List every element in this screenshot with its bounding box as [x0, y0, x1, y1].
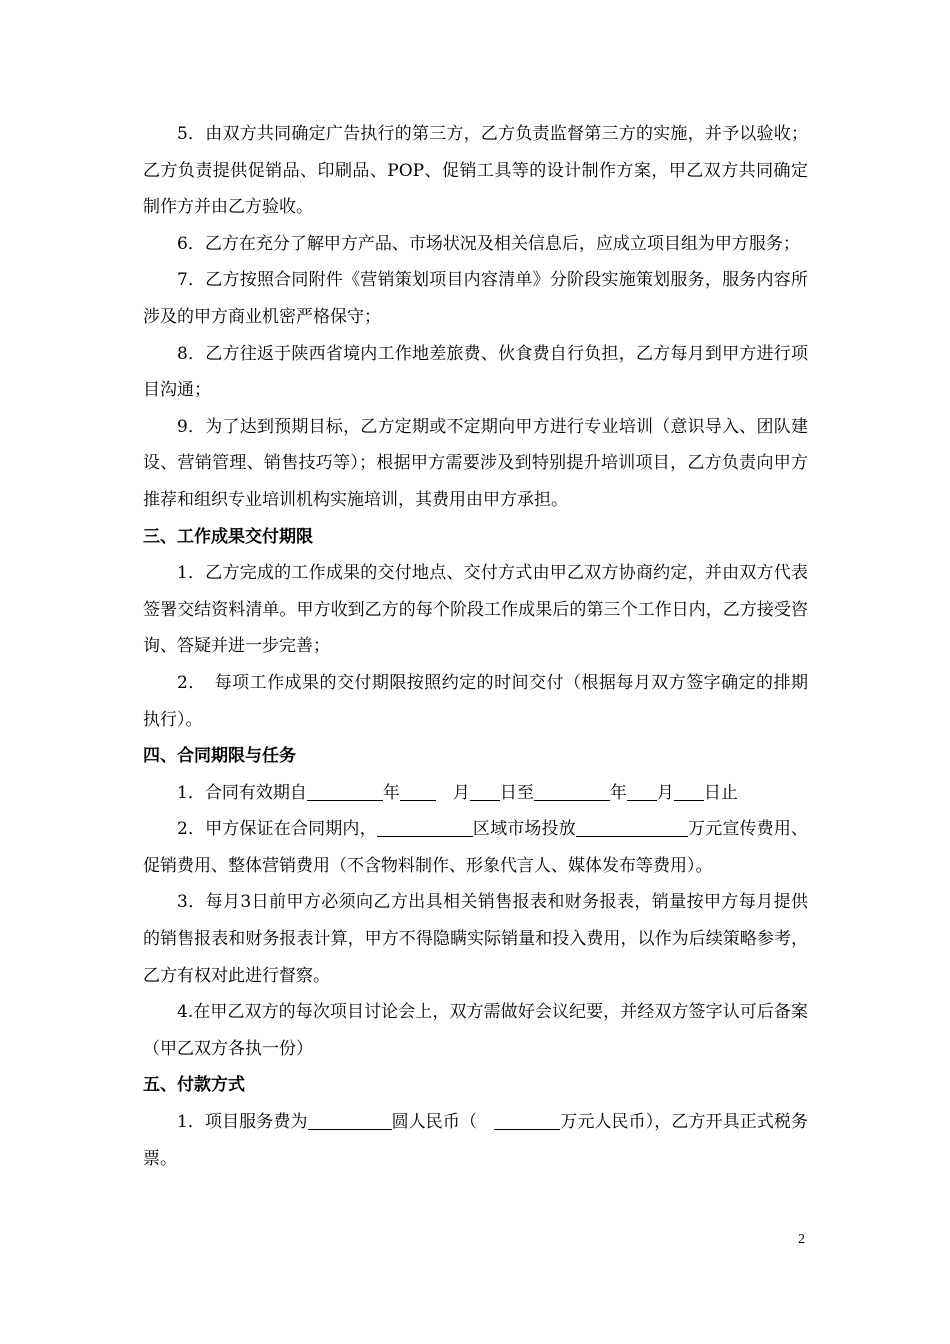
paragraph: 9．为了达到预期目标，乙方定期或不定期向甲方进行专业培训（意识导入、团队建设、营销管理、销售技巧等）；根据甲方需要涉及到特别提升培训项目，乙方负责向甲方推荐和组织专业培训机构实施培训，其费用由甲方承担。 — [143, 416, 808, 510]
paragraph-text: 区域市场投放 — [472, 819, 576, 840]
paragraph: 2． 每项工作成果的交付期限按照约定的时间交付（根据每月双方签字确定的排期执行）。 — [143, 672, 808, 730]
fill-in-blank — [534, 780, 610, 801]
paragraph: 7．乙方按照合同附件《营销策划项目内容清单》分阶段实施策划服务，服务内容所涉及的甲方商业机密严格保守； — [143, 270, 808, 327]
paragraph: 6．乙方在充分了解甲方产品、市场状况及相关信息后，应成立项目组为甲方服务； — [177, 233, 800, 254]
paragraph-text: 年 — [609, 782, 627, 803]
paragraph-text: 1．项目服务费为 — [177, 1112, 308, 1133]
paragraph: 8．乙方往返于陕西省境内工作地差旅费、伙食费自行负担，乙方每月到甲方进行项目沟通； — [143, 343, 808, 401]
paragraph-text: 日至 — [499, 782, 534, 803]
paragraph: 3．每月3日前甲方必须向乙方出具相关销售报表和财务报表，销量按甲方每月提供的销售报表和财务报表计算，甲方不得隐瞒实际销量和投入费用，以作为后续策略参考，乙方有权对此进行督察。 — [143, 892, 808, 986]
paragraph-text: 1．合同有效期自 — [177, 782, 307, 803]
paragraph-text: 圆人民币（ — [391, 1112, 495, 1133]
paragraph-text: 月 — [435, 782, 470, 803]
fill-in-blank — [576, 816, 688, 837]
paragraph-text: 2．甲方保证在合同期内， — [177, 819, 377, 840]
paragraph: 4.在甲乙双方的每次项目讨论会上，双方需做好会议纪要，并经双方签字认可后备案（甲乙双方各执一份） — [143, 1002, 808, 1059]
paragraph-text: 万元人民币），乙方开具正式税务票。 — [143, 1112, 808, 1169]
document-body — [143, 116, 808, 1177]
fill-in-blank — [470, 780, 500, 801]
paragraph-text: 日止 — [703, 782, 738, 803]
page-number: 2 — [798, 1232, 805, 1247]
fill-in-paragraph — [143, 775, 808, 812]
fill-in-blank — [674, 780, 704, 801]
section-heading: 四、合同期限与任务 — [143, 746, 296, 767]
fill-in-blank — [307, 780, 383, 801]
section-heading: 五、付款方式 — [143, 1075, 245, 1096]
section-heading: 三、工作成果交付期限 — [143, 526, 313, 547]
fill-in-paragraph — [143, 1104, 808, 1177]
paragraph-text: 年 — [382, 782, 400, 803]
paragraph-text: 月 — [656, 782, 674, 803]
fill-in-blank — [308, 1109, 392, 1130]
paragraph: 5．由双方共同确定广告执行的第三方，乙方负责监督第三方的实施，并予以验收；乙方负责提供促销品、印刷品、POP、促销工具等的设计制作方案，甲乙双方共同确定制作方并由乙方验收。 — [143, 124, 808, 218]
paragraph: 1．乙方完成的工作成果的交付地点、交付方式由甲乙双方协商约定，并由双方代表签署交结资料清单。甲方收到乙方的每个阶段工作成果后的第三个工作日内，乙方接受咨询、答疑并进一步完善； — [143, 563, 808, 657]
fill-in-blank — [377, 816, 473, 837]
fill-in-blank — [627, 780, 657, 801]
paragraph-text: 万元宣传费用、促销费用、整体营销费用（不含物料制作、形象代言人、媒体发布等费用）。 — [143, 819, 808, 876]
fill-in-paragraph — [143, 811, 808, 884]
fill-in-blank — [494, 1109, 560, 1130]
fill-in-blank — [400, 780, 436, 801]
